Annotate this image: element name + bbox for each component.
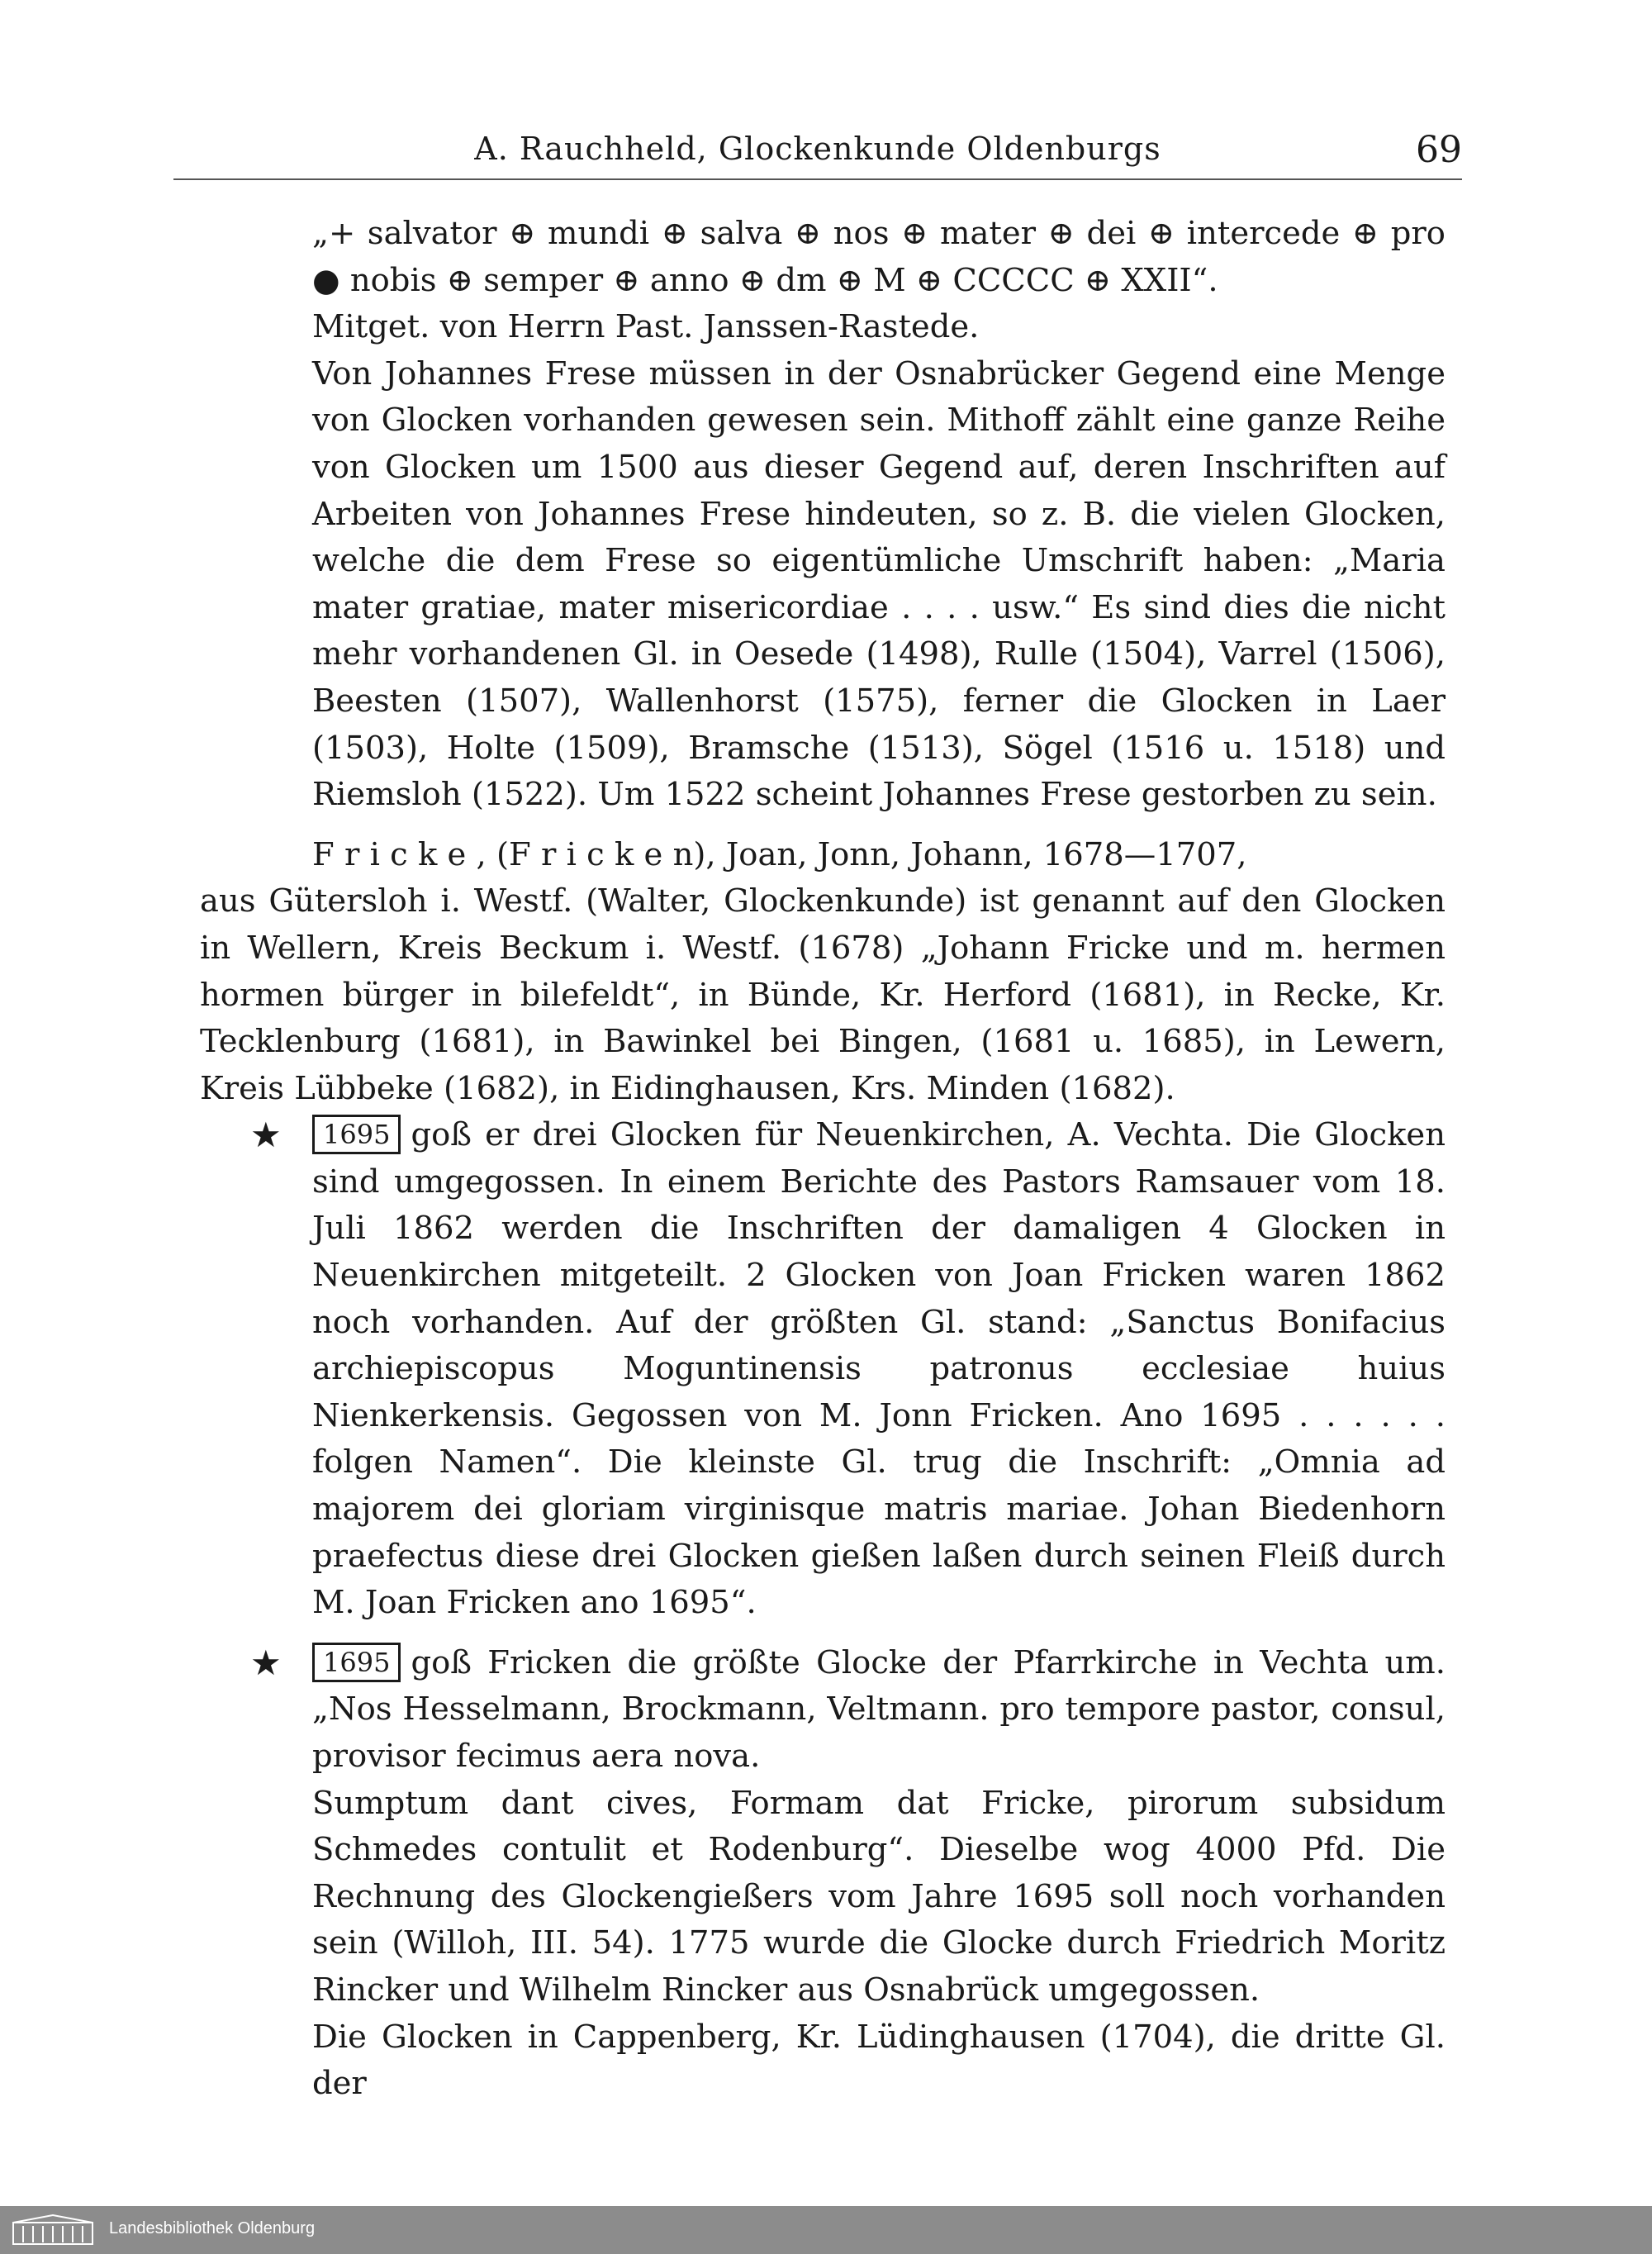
entry-text: goß Fricken die größte Glocke der Pfarrkirche in Vechta um. „Nos Hesselmann, Brockmann, Veltmann. pro tempore pastor, consul, provisor fecimus aera nova. <box>312 1643 1446 1775</box>
year-box: 1695 <box>312 1643 401 1682</box>
footer-bar <box>0 2206 1652 2254</box>
sumptum-paragraph: Sumptum dant cives, Formam dat Fricke, pirorum subsidum Schmedes contulit et Rodenburg“. Dieselbe wog 4000 Pfd. Die Rechnung des Glockengießers vom Jahre 1695 soll noch vorhanden sein (Willoh, III. 54). 1775 wurde die Glocke durch Friedrich Moritz Rincker und Wilhelm Rincker aus Osnabrück umgegossen. <box>312 1784 1446 2009</box>
entry-paragraph <box>312 1112 1446 1627</box>
header-title: A. Rauchheld, Glockenkunde Oldenburgs <box>474 131 1161 167</box>
body-text <box>200 211 1446 2108</box>
section-gap <box>312 819 1446 832</box>
section-gap <box>312 1627 1446 1640</box>
cappenberg-line: Die Glocken in Cappenberg, Kr. Lüdinghausen (1704), die dritte Gl. der <box>312 2018 1446 2103</box>
fricke-heading-line: F r i c k e , (F r i c k e n), Joan, Jonn, Johann, 1678—1707, <box>312 835 1247 873</box>
running-header <box>173 124 1462 178</box>
entry-1695-vechta <box>250 1640 1446 1781</box>
star-icon: ★ <box>250 1642 282 1683</box>
entry-paragraph <box>312 1640 1446 1781</box>
entry-1695-neuenkirchen <box>250 1112 1446 1627</box>
year-box: 1695 <box>312 1115 401 1154</box>
frese-paragraph: Von Johannes Frese müssen in der Osnabrücker Gegend eine Menge von Glocken vorhanden gewesen sein. Mithoff zählt eine ganze Reihe von Glocken um 1500 aus dieser Gegend auf, deren Inschriften auf Arbeiten von Johannes Frese hindeuten, so z. B. die vielen Glocken, welche die dem Frese so eigentümliche Umschrift haben: „Maria mater gratiae, mater misericordiae . . . . usw.“ Es sind dies die nicht mehr vorhandenen Gl. in Oesede (1498), Rulle (1504), Varrel (1506), Beesten (1507), Wallenhorst (1575), ferner die Glocken in Laer (1503), Holte (1509), Bramsche (1513), Sögel (1516 u. 1518) und Riemsloh (1522). Um 1522 scheint Johannes Frese gestorben zu sein. <box>312 354 1446 814</box>
library-building-icon <box>12 2214 94 2246</box>
fricke-paragraph: aus Gütersloh i. Westf. (Walter, Glockenkunde) ist genannt auf den Glocken in Wellern, Kreis Beckum i. Westf. (1678) „Johann Fricke und m. hermen hormen bürger in bilefeldt“, in Bünde, Kr. Herford (1681), in Recke, Kr. Tecklenburg (1681), in Bawinkel bei Bingen, (1681 u. 1685), in Lewern, Kreis Lübbeke (1682), in Eidinghausen, Krs. Minden (1682). <box>200 882 1446 1107</box>
entry-text: goß er drei Glocken für Neuenkirchen, A. Vechta. Die Glocken sind umgegossen. In einem Berichte des Pastors Ramsauer vom 18. Juli 1862 werden die Inschriften der damaligen 4 Glocken in Neuenkirchen mitgeteilt. 2 Glocken von Joan Fricken waren 1862 noch vorhanden. Auf der größten Gl. stand: „Sanctus Bonifacius archiepiscopus Moguntinensis patronus ecclesiae huius Nienkerkensis. Gegossen von M. Jonn Fricken. Ano 1695 . . . . . . folgen Namen“. Die kleinste Gl. trug die Inschrift: „Omnia ad majorem dei gloriam virginisque matris mariae. Johan Biedenhorn praefectus diese drei Glocken gießen laßen durch seinen Fleiß durch M. Joan Fricken ano 1695“. <box>312 1116 1446 1622</box>
attribution-line: Mitget. von Herrn Past. Janssen-Rastede. <box>312 308 980 346</box>
footer-label: Landesbibliothek Oldenburg <box>109 2219 316 2237</box>
page-number: 69 <box>1416 129 1462 171</box>
header-rule <box>173 178 1462 180</box>
inscription-paragraph: „+ salvator ⊕ mundi ⊕ salva ⊕ nos ⊕ mater ⊕ dei ⊕ intercede ⊕ pro ● nobis ⊕ semper ⊕ anno ⊕ dm ⊕ M ⊕ CCCCC ⊕ XXII“. <box>312 215 1446 299</box>
star-icon: ★ <box>250 1115 282 1156</box>
